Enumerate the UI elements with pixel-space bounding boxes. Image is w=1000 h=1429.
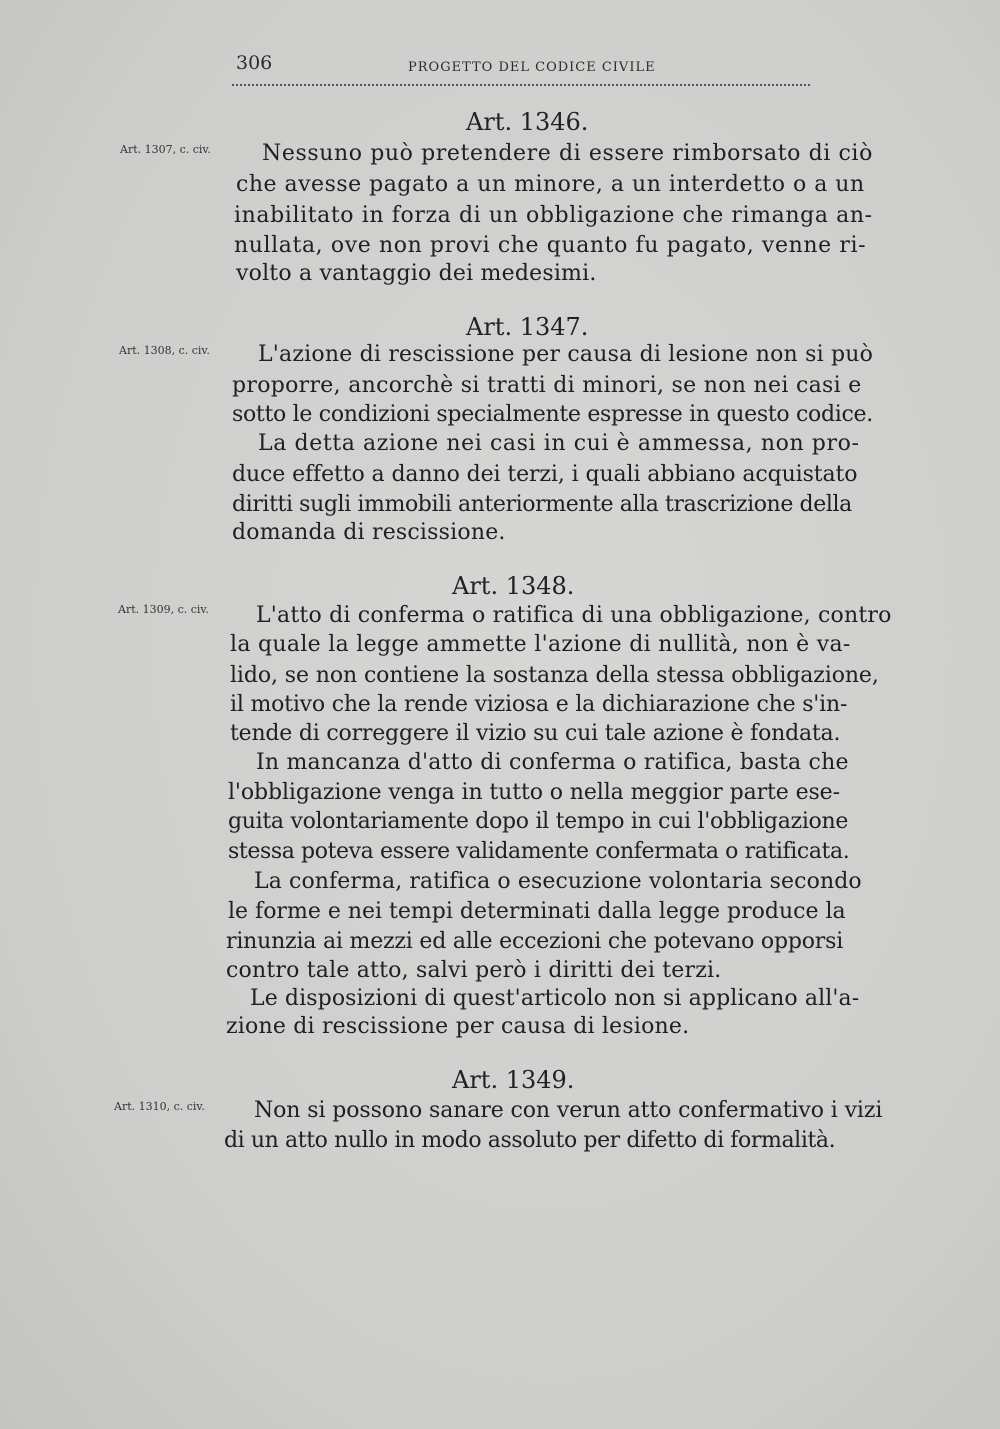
text-line: nullata, ove non provi che quanto fu pagato, venne ri- — [234, 233, 867, 258]
text-line: In mancanza d'atto di conferma o ratifica, basta che — [256, 750, 849, 775]
text-line: tende di correggere il vizio su cui tale azione è fondata. — [230, 721, 841, 746]
text-line: Nessuno può pretendere di essere rimborsato di ciò — [262, 141, 873, 166]
text-line: Le disposizioni di quest'articolo non si applicano all'a- — [250, 986, 860, 1011]
text-line: proporre, ancorchè si tratti di minori, se non nei casi e — [232, 373, 862, 398]
page-header — [232, 50, 810, 90]
header-rule — [232, 84, 810, 86]
text-line: stessa poteva essere validamente confermata o ratificata. — [228, 839, 850, 864]
text-line: l'obbligazione venga in tutto o nella meggior parte ese- — [228, 780, 840, 805]
text-line: zione di rescissione per causa di lesione. — [226, 1014, 690, 1039]
text-line: il motivo che la rende viziosa e la dichiarazione che s'in- — [230, 692, 848, 717]
text-line: rinunzia ai mezzi ed alle eccezioni che potevano opporsi — [226, 929, 844, 954]
page-number: 306 — [236, 52, 273, 74]
text-line: di un atto nullo in modo assoluto per difetto di formalità. — [224, 1128, 836, 1153]
article-title: Art. 1348. — [452, 572, 575, 600]
margin-note: Art. 1309, c. civ. — [118, 603, 209, 616]
article-title: Art. 1346. — [466, 108, 589, 136]
margin-note: Art. 1308, c. civ. — [119, 344, 210, 357]
text-line: duce effetto a danno dei terzi, i quali abbiano acquistato — [232, 462, 858, 487]
text-line: volto a vantaggio dei medesimi. — [236, 261, 597, 286]
article-title: Art. 1349. — [452, 1066, 575, 1094]
text-line: domanda di rescissione. — [232, 520, 506, 545]
text-line: inabilitato in forza di un obbligazione che rimanga an- — [234, 203, 873, 228]
margin-note: Art. 1307, c. civ. — [120, 143, 211, 156]
article-title: Art. 1347. — [466, 313, 589, 341]
text-line: sotto le condizioni specialmente espresse in questo codice. — [232, 402, 873, 427]
text-line: le forme e nei tempi determinati dalla legge produce la — [228, 899, 846, 924]
text-line: L'atto di conferma o ratifica di una obbligazione, contro — [256, 603, 892, 628]
text-line: guita volontariamente dopo il tempo in cui l'obbligazione — [228, 809, 849, 834]
text-line: La detta azione nei casi in cui è ammessa, non pro- — [258, 431, 860, 456]
running-title: PROGETTO DEL CODICE CIVILE — [408, 60, 656, 75]
margin-note: Art. 1310, c. civ. — [114, 1100, 205, 1113]
text-line: La conferma, ratifica o esecuzione volontaria secondo — [254, 869, 862, 894]
text-line: L'azione di rescissione per causa di lesione non si può — [258, 342, 874, 367]
text-line: Non si possono sanare con verun atto confermativo i vizi — [254, 1098, 883, 1123]
text-line: contro tale atto, salvi però i diritti dei terzi. — [226, 958, 722, 983]
text-line: diritti sugli immobili anteriormente alla trascrizione della — [232, 492, 852, 517]
text-line: lido, se non contiene la sostanza della stessa obbligazione, — [230, 663, 879, 688]
text-line: che avesse pagato a un minore, a un interdetto o a un — [236, 172, 865, 197]
text-line: la quale la legge ammette l'azione di nullità, non è va- — [230, 632, 851, 657]
